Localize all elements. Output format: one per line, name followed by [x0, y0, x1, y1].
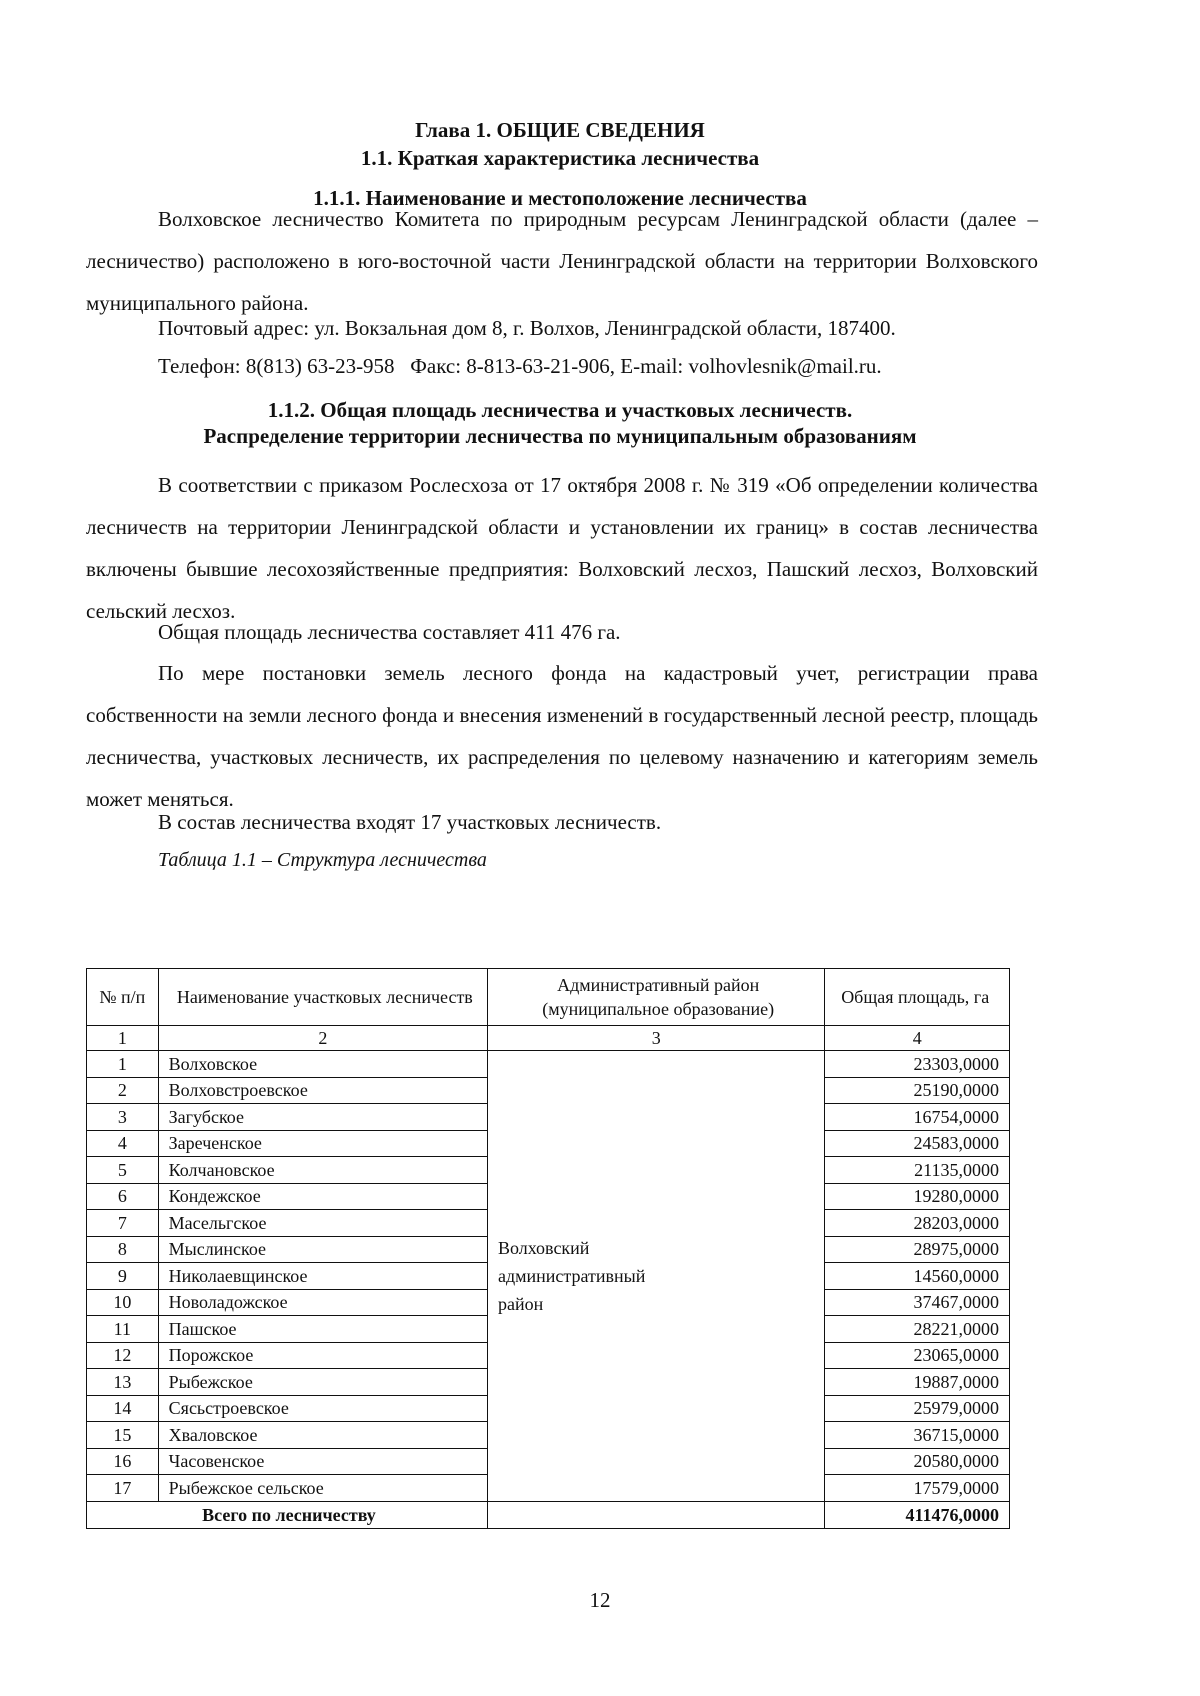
row-forestry-name: Пашское: [158, 1316, 487, 1343]
row-area: 16754,0000: [825, 1104, 1010, 1131]
row-number: 1: [87, 1051, 159, 1078]
row-area: 19280,0000: [825, 1183, 1010, 1210]
forestry-structure-table: [86, 968, 1010, 1529]
row-area: 25979,0000: [825, 1395, 1010, 1422]
row-forestry-name: Зареченское: [158, 1130, 487, 1157]
column-number-row: [87, 1026, 1010, 1051]
paragraph-cadastre: По мере постановки земель лесного фонда на кадастровый учет, регистрации права собственности на земли лесного фонда и внесения изменений в государственный лесной реестр, площадь лесничества, участковых лесничеств, их распределения по целевому назначению и категориям земель может меняться.: [86, 661, 1038, 811]
column-number: 4: [825, 1026, 1010, 1051]
section-heading-1-1: 1.1. Краткая характеристика лесничества: [360, 146, 760, 170]
table-total-row: [87, 1501, 1010, 1528]
row-forestry-name: Хваловское: [158, 1422, 487, 1449]
row-forestry-name: Порожское: [158, 1342, 487, 1369]
row-area: 23065,0000: [825, 1342, 1010, 1369]
row-number: 15: [87, 1422, 159, 1449]
row-number: 10: [87, 1289, 159, 1316]
row-forestry-name: Волховское: [158, 1051, 487, 1078]
district-name: Волховский административный район: [497, 1237, 646, 1314]
paragraph-total-area: Общая площадь лесничества составляет 411 476 га.: [158, 620, 621, 644]
contacts-line: Телефон: 8(813) 63-23-958 Факс: 8-813-63-21-906, E-mail: volhovlesnik@mail.ru.: [158, 354, 882, 378]
row-number: 17: [87, 1475, 159, 1502]
row-area: 21135,0000: [825, 1157, 1010, 1184]
row-area: 23303,0000: [825, 1051, 1010, 1078]
postal-address: Почтовый адрес: ул. Вокзальная дом 8, г. Волхов, Ленинградской области, 187400.: [158, 316, 896, 340]
row-number: 4: [87, 1130, 159, 1157]
row-area: 37467,0000: [825, 1289, 1010, 1316]
row-forestry-name: Николаевщинское: [158, 1263, 487, 1290]
row-area: 28203,0000: [825, 1210, 1010, 1237]
table-caption: Таблица 1.1 – Структура лесничества: [158, 849, 487, 871]
section-heading-1-1-2: 1.1.2. Общая площадь лесничества и участковых лесничеств.: [267, 398, 853, 422]
row-number: 7: [87, 1210, 159, 1237]
header-number: № п/п: [87, 969, 159, 1026]
table-row: [87, 1051, 1010, 1078]
header-forestry-name: Наименование участковых лесничеств: [158, 969, 487, 1026]
total-area: 411476,0000: [825, 1501, 1010, 1528]
paragraph-count: В состав лесничества входят 17 участковых лесничеств.: [158, 810, 662, 834]
row-forestry-name: Мыслинское: [158, 1236, 487, 1263]
row-number: 11: [87, 1316, 159, 1343]
row-area: 28221,0000: [825, 1316, 1010, 1343]
row-forestry-name: Рыбежское: [158, 1369, 487, 1396]
row-forestry-name: Сясьстроевское: [158, 1395, 487, 1422]
row-number: 12: [87, 1342, 159, 1369]
row-area: 28975,0000: [825, 1236, 1010, 1263]
row-forestry-name: Рыбежское сельское: [158, 1475, 487, 1502]
row-number: 16: [87, 1448, 159, 1475]
row-forestry-name: Масельгское: [158, 1210, 487, 1237]
paragraph-order: В соответствии с приказом Рослесхоза от 17 октября 2008 г. № 319 «Об определении количества лесничеств на территории Ленинградской области и установлении их границ» в состав лесничества включены бывшие лесохозяйственные предприятия: Волховский лесхоз, Пашский лесхоз, Волховский сельский лесхоз.: [86, 473, 1038, 623]
row-area: 25190,0000: [825, 1077, 1010, 1104]
row-number: 9: [87, 1263, 159, 1290]
row-area: 17579,0000: [825, 1475, 1010, 1502]
chapter-title: Глава 1. ОБЩИЕ СВЕДЕНИЯ: [415, 118, 705, 142]
row-area: 24583,0000: [825, 1130, 1010, 1157]
row-area: 36715,0000: [825, 1422, 1010, 1449]
column-number: 3: [487, 1026, 824, 1051]
table-header-row: [87, 969, 1010, 1026]
row-area: 14560,0000: [825, 1263, 1010, 1290]
header-area: Общая площадь, га: [825, 969, 1010, 1026]
row-forestry-name: Новоладожское: [158, 1289, 487, 1316]
row-number: 14: [87, 1395, 159, 1422]
row-number: 6: [87, 1183, 159, 1210]
section-heading-1-1-2-subtitle: Распределение территории лесничества по муниципальным образованиям: [203, 424, 917, 448]
district-cell: [487, 1051, 824, 1502]
row-number: 2: [87, 1077, 159, 1104]
row-forestry-name: Часовенское: [158, 1448, 487, 1475]
row-number: 13: [87, 1369, 159, 1396]
row-forestry-name: Волховстроевское: [158, 1077, 487, 1104]
total-district-empty: [487, 1501, 824, 1528]
row-area: 19887,0000: [825, 1369, 1010, 1396]
header-district: Административный район (муниципальное образование): [487, 969, 824, 1026]
row-number: 8: [87, 1236, 159, 1263]
total-label: Всего по лесничеству: [87, 1501, 488, 1528]
row-number: 3: [87, 1104, 159, 1131]
paragraph-location: Волховское лесничество Комитета по природным ресурсам Ленинградской области (далее – лесничество) расположено в юго-восточной части Ленинградской области на территории Волховского муниципального района.: [86, 207, 1038, 315]
section-heading-1-1-1: 1.1.1. Наименование и местоположение лесничества: [313, 186, 807, 210]
row-forestry-name: Загубское: [158, 1104, 487, 1131]
column-number: 2: [158, 1026, 487, 1051]
column-number: 1: [87, 1026, 159, 1051]
row-number: 5: [87, 1157, 159, 1184]
row-forestry-name: Кондежское: [158, 1183, 487, 1210]
page-number: 12: [589, 1588, 611, 1612]
row-forestry-name: Колчановское: [158, 1157, 487, 1184]
row-area: 20580,0000: [825, 1448, 1010, 1475]
